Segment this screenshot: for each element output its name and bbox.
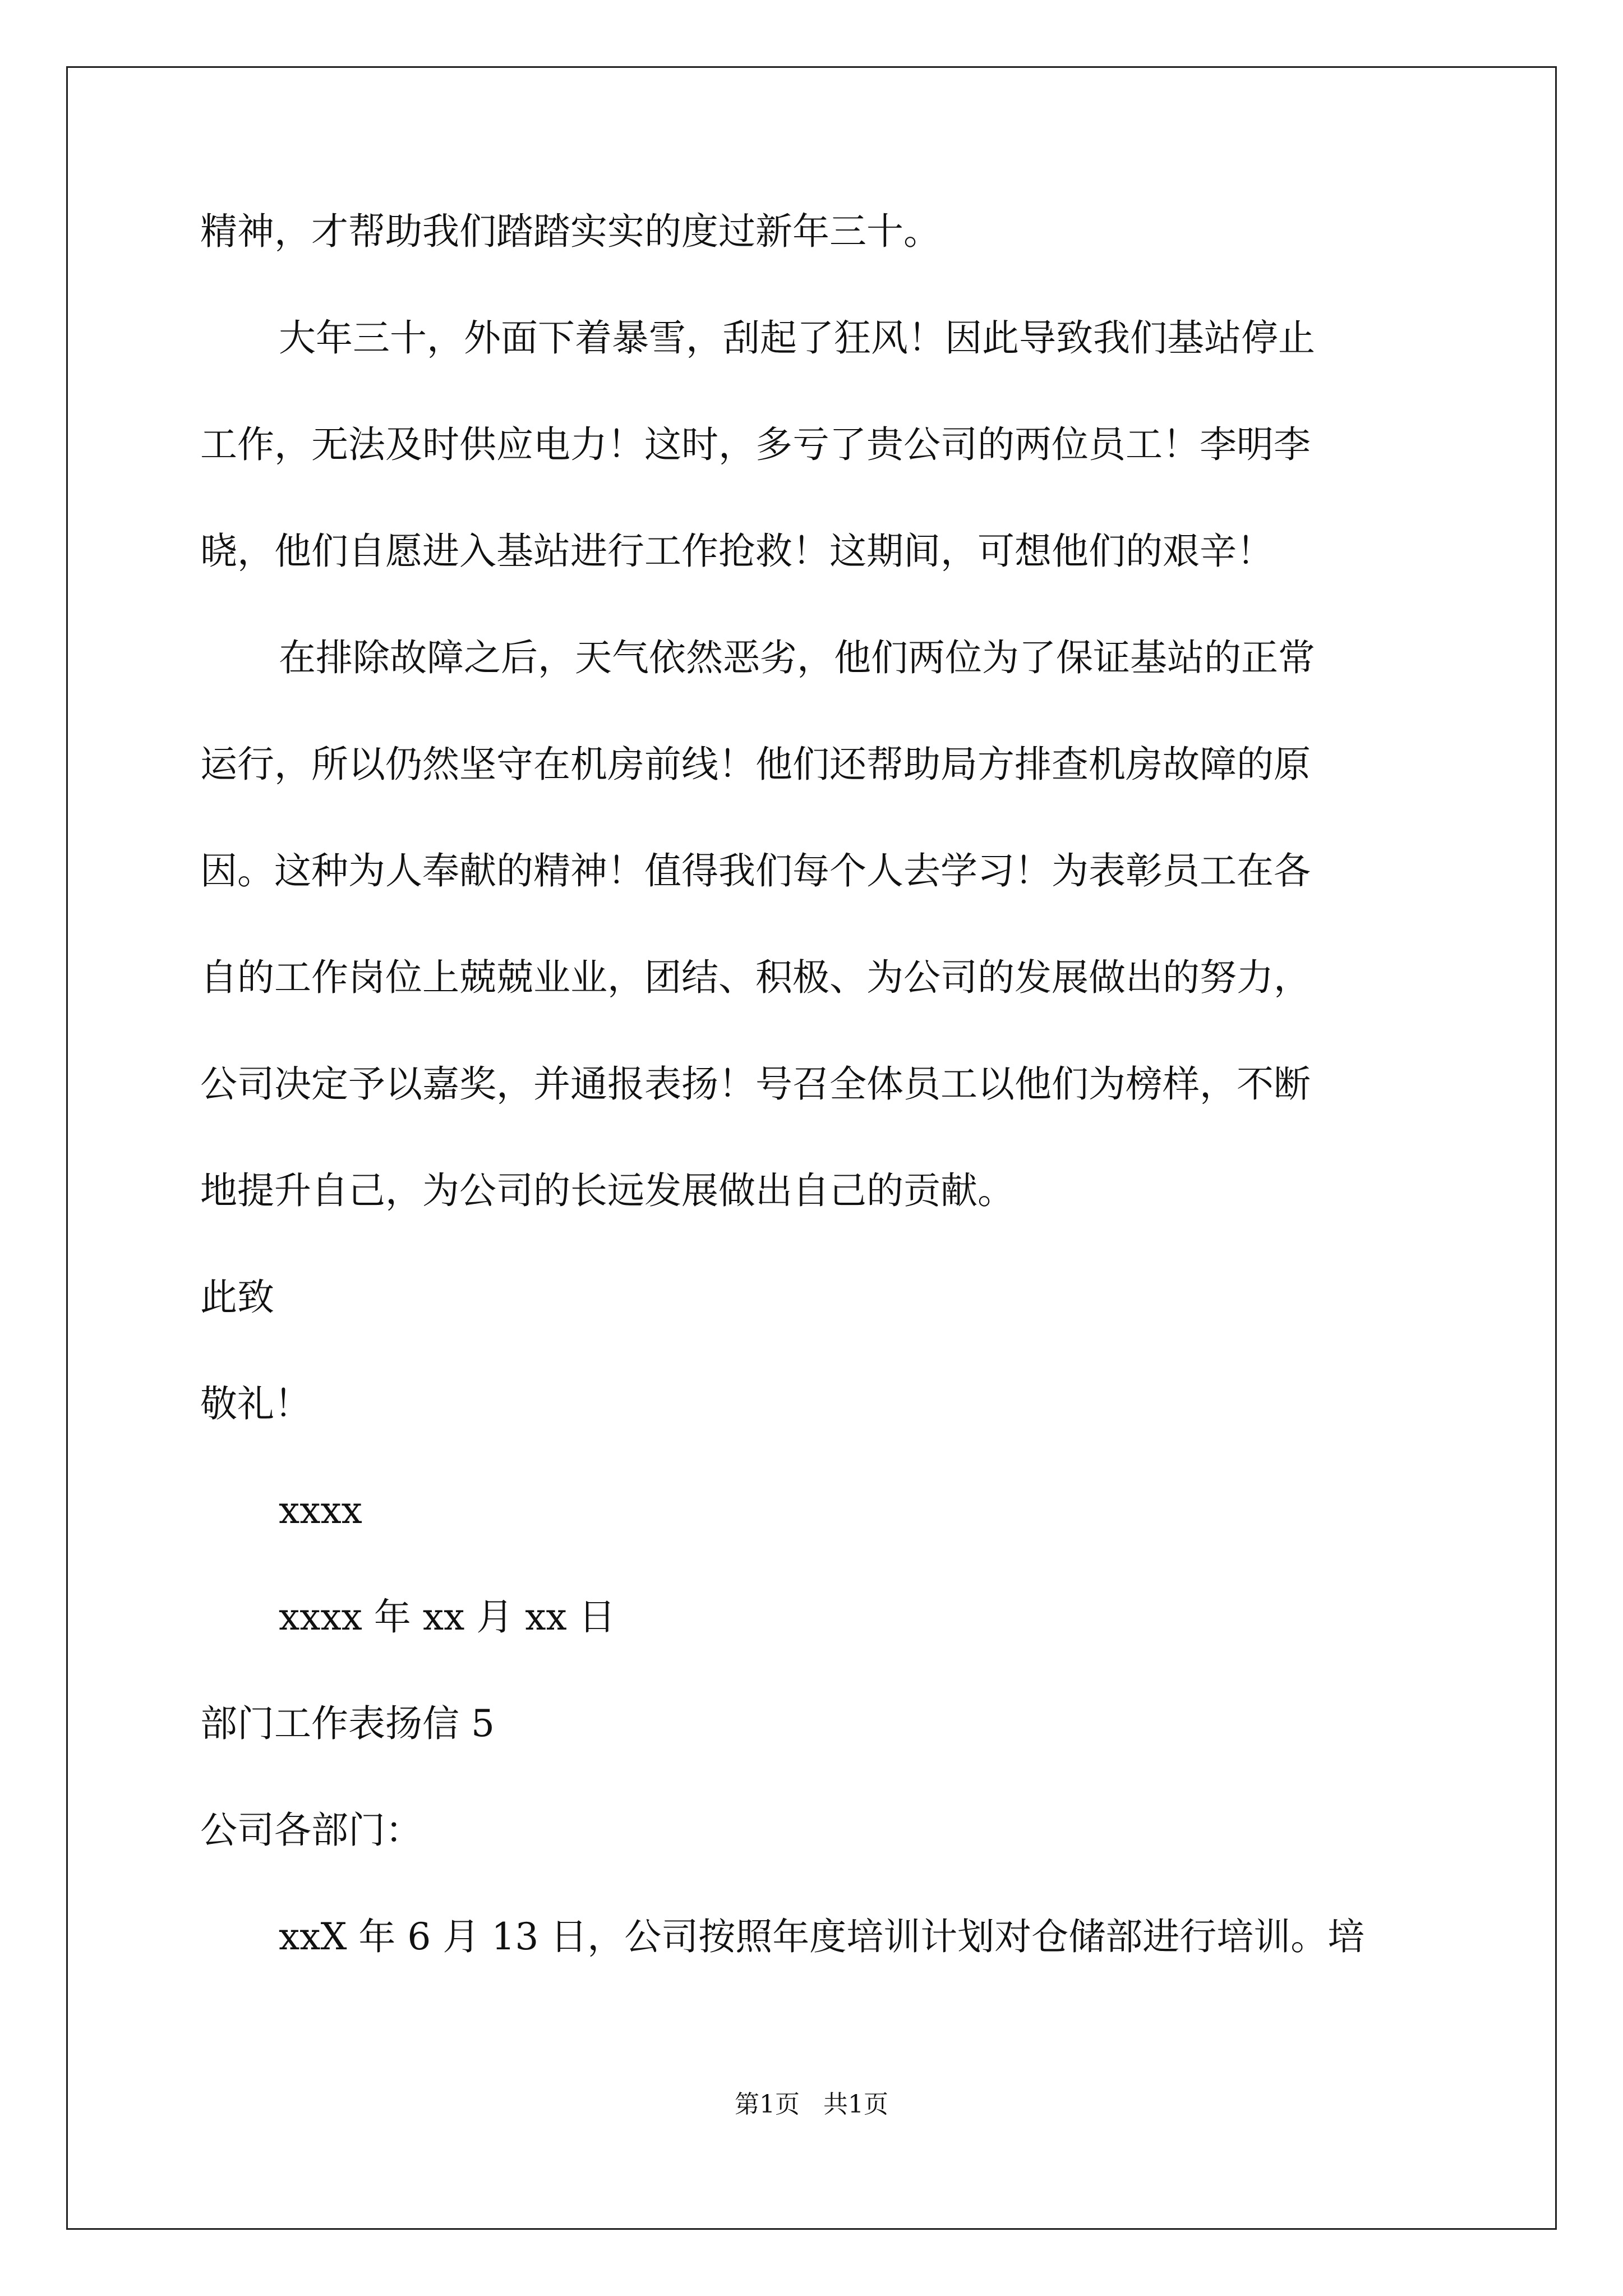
- signature-date: xxxx 年 xx 月 xx 日: [279, 1595, 616, 1639]
- text-line: 公司决定予以嘉奖，并通报表扬！号召全体员工以他们为榜样，不断: [200, 1062, 1311, 1106]
- page-footer: 第1页 共1页: [735, 2090, 888, 2119]
- text-line: 精神，才帮助我们踏踏实实的度过新年三十。: [200, 210, 940, 253]
- document-body: [200, 210, 1428, 2025]
- addressee: 公司各部门：: [200, 1809, 422, 1852]
- text-line: 地提升自己，为公司的长远发展做出自己的贡献。: [200, 1169, 1015, 1212]
- text-line: 晓，他们自愿进入基站进行工作抢救！这期间，可想他们的艰辛！: [200, 530, 1274, 573]
- text-line: 因。这种为人奉献的精神！值得我们每个人去学习！为表彰员工在各: [200, 849, 1311, 892]
- text-line: 运行，所以仍然坚守在机房前线！他们还帮助局方排查机房故障的原: [200, 743, 1311, 786]
- closing-salutation: 此致: [200, 1276, 274, 1319]
- text-line: 自的工作岗位上兢兢业业，团结、积极、为公司的发展做出的努力，: [200, 956, 1311, 999]
- signature: xxxx: [279, 1489, 362, 1532]
- closing-regards: 敬礼！: [200, 1382, 311, 1425]
- paragraph-start: xxX 年 6 月 13 日，公司按照年度培训计划对仓储部进行培训。培: [279, 1915, 1365, 1958]
- text-line: 工作，无法及时供应电力！这时，多亏了贵公司的两位员工！李明李: [200, 423, 1311, 466]
- section-title: 部门工作表扬信 5: [200, 1702, 495, 1745]
- paragraph-start: 大年三十，外面下着暴雪，刮起了狂风！因此导致我们基站停止: [279, 316, 1315, 360]
- paragraph-start: 在排除故障之后，天气依然恶劣，他们两位为了保证基站的正常: [279, 636, 1315, 679]
